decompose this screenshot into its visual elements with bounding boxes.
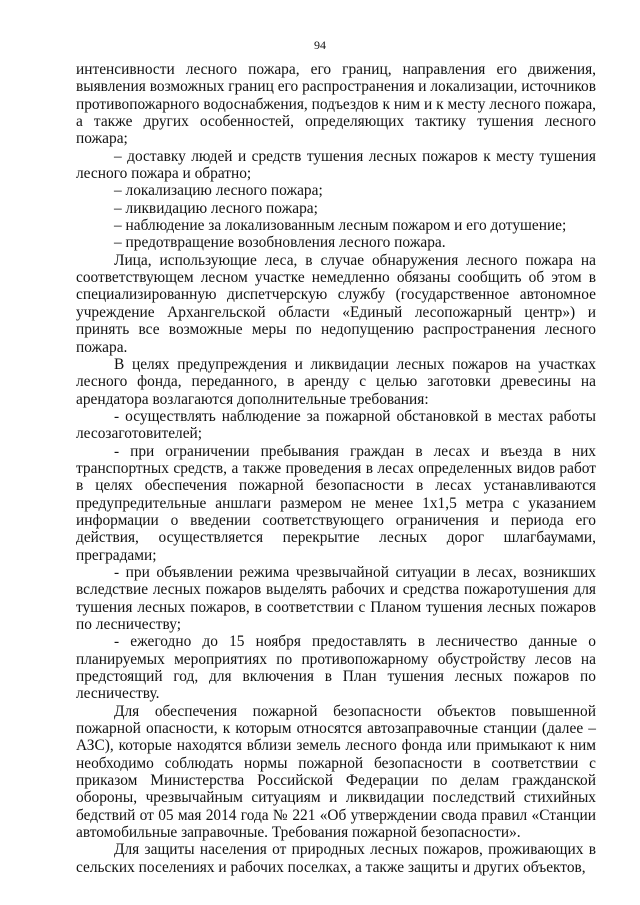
paragraph: Для защиты населения от природных лесных пожаров, проживающих в сельских поселениях и рабочих поселках, а также защиты и других объектов, [76, 841, 596, 876]
list-item: - при ограничении пребывания граждан в лесах и въезда в них транспортных средств, а также проведения в лесах определенных видов работ в целях обеспечения пожарной безопасности в лесах устанавливаются предупредительные аншлаги размером не менее 1х1,5 метра с указанием информации о введении соответствующего ограничения и периода его действия, осуществляется перекрытие лесных дорог шлагбаумами, преградами; [76, 442, 596, 564]
list-item: – предотвращение возобновления лесного пожара. [114, 234, 446, 252]
page-number: 94 [314, 38, 326, 52]
document-body [76, 61, 596, 876]
paragraph: интенсивности лесного пожара, его границ, направления его движения, выявления возможных границ его распространения и локализации, источников противопожарного водоснабжения, подъездов к ним и к месту лесного пожара, а также других особенностей, определяющих тактику тушения лесного пожара; [76, 61, 596, 148]
list-item: - осуществлять наблюдение за пожарной обстановкой в местах работы лесозаготовителей; [76, 407, 596, 443]
list-item: - ежегодно до 15 ноября предоставлять в лесничество данные о планируемых мероприятиях по противопожарному обустройству лесов на предстоящий год, для включения в План тушения лесных пожаров по лесничеству. [76, 633, 596, 703]
paragraph: В целях предупреждения и ликвидации лесных пожаров на участках лесного фонда, переданного, в аренду с целью заготовки древесины на арендатора возлагаются дополнительные требования: [76, 355, 596, 408]
list-item: – локализацию лесного пожара; [114, 182, 323, 200]
paragraph: Лица, использующие леса, в случае обнаружения лесного пожара на соответствующем лесном участке немедленно обязаны сообщить об этом в специализированную диспетчерскую службу (государственное автономное учреждение Архангельской области «Единый лесопожарный центр») и принять все возможные меры по недопущению распространения лесного пожара. [76, 251, 596, 356]
list-item: – ликвидацию лесного пожара; [114, 199, 318, 217]
list-item: – доставку людей и средств тушения лесных пожаров к месту тушения лесного пожара и обратно; [76, 147, 596, 183]
paragraph: Для обеспечения пожарной безопасности объектов повышенной пожарной опасности, к которым относятся автозаправочные станции (далее – АЗС), которые находятся вблизи земель лесного фонда или примыкают к ним необходимо соблюдать нормы пожарной безопасности в соответствии с приказом Министерства Российской Федерации по делам гражданской обороны, чрезвычайным ситуациям и ликвидации последствий стихийных бедствий от 05 мая 2014 года № 221 «Об утверждении свода правил «Станции автомобильные заправочные. Требования пожарной безопасности». [76, 702, 596, 842]
list-item: - при объявлении режима чрезвычайной ситуации в лесах, возникших вследствие лесных пожаров выделять рабочих и средства пожаротушения для тушения лесных пожаров, в соответствии с Планом тушения лесных пожаров по лесничеству; [76, 563, 596, 633]
list-item: – наблюдение за локализованным лесным пожаром и его дотушение; [114, 217, 567, 235]
